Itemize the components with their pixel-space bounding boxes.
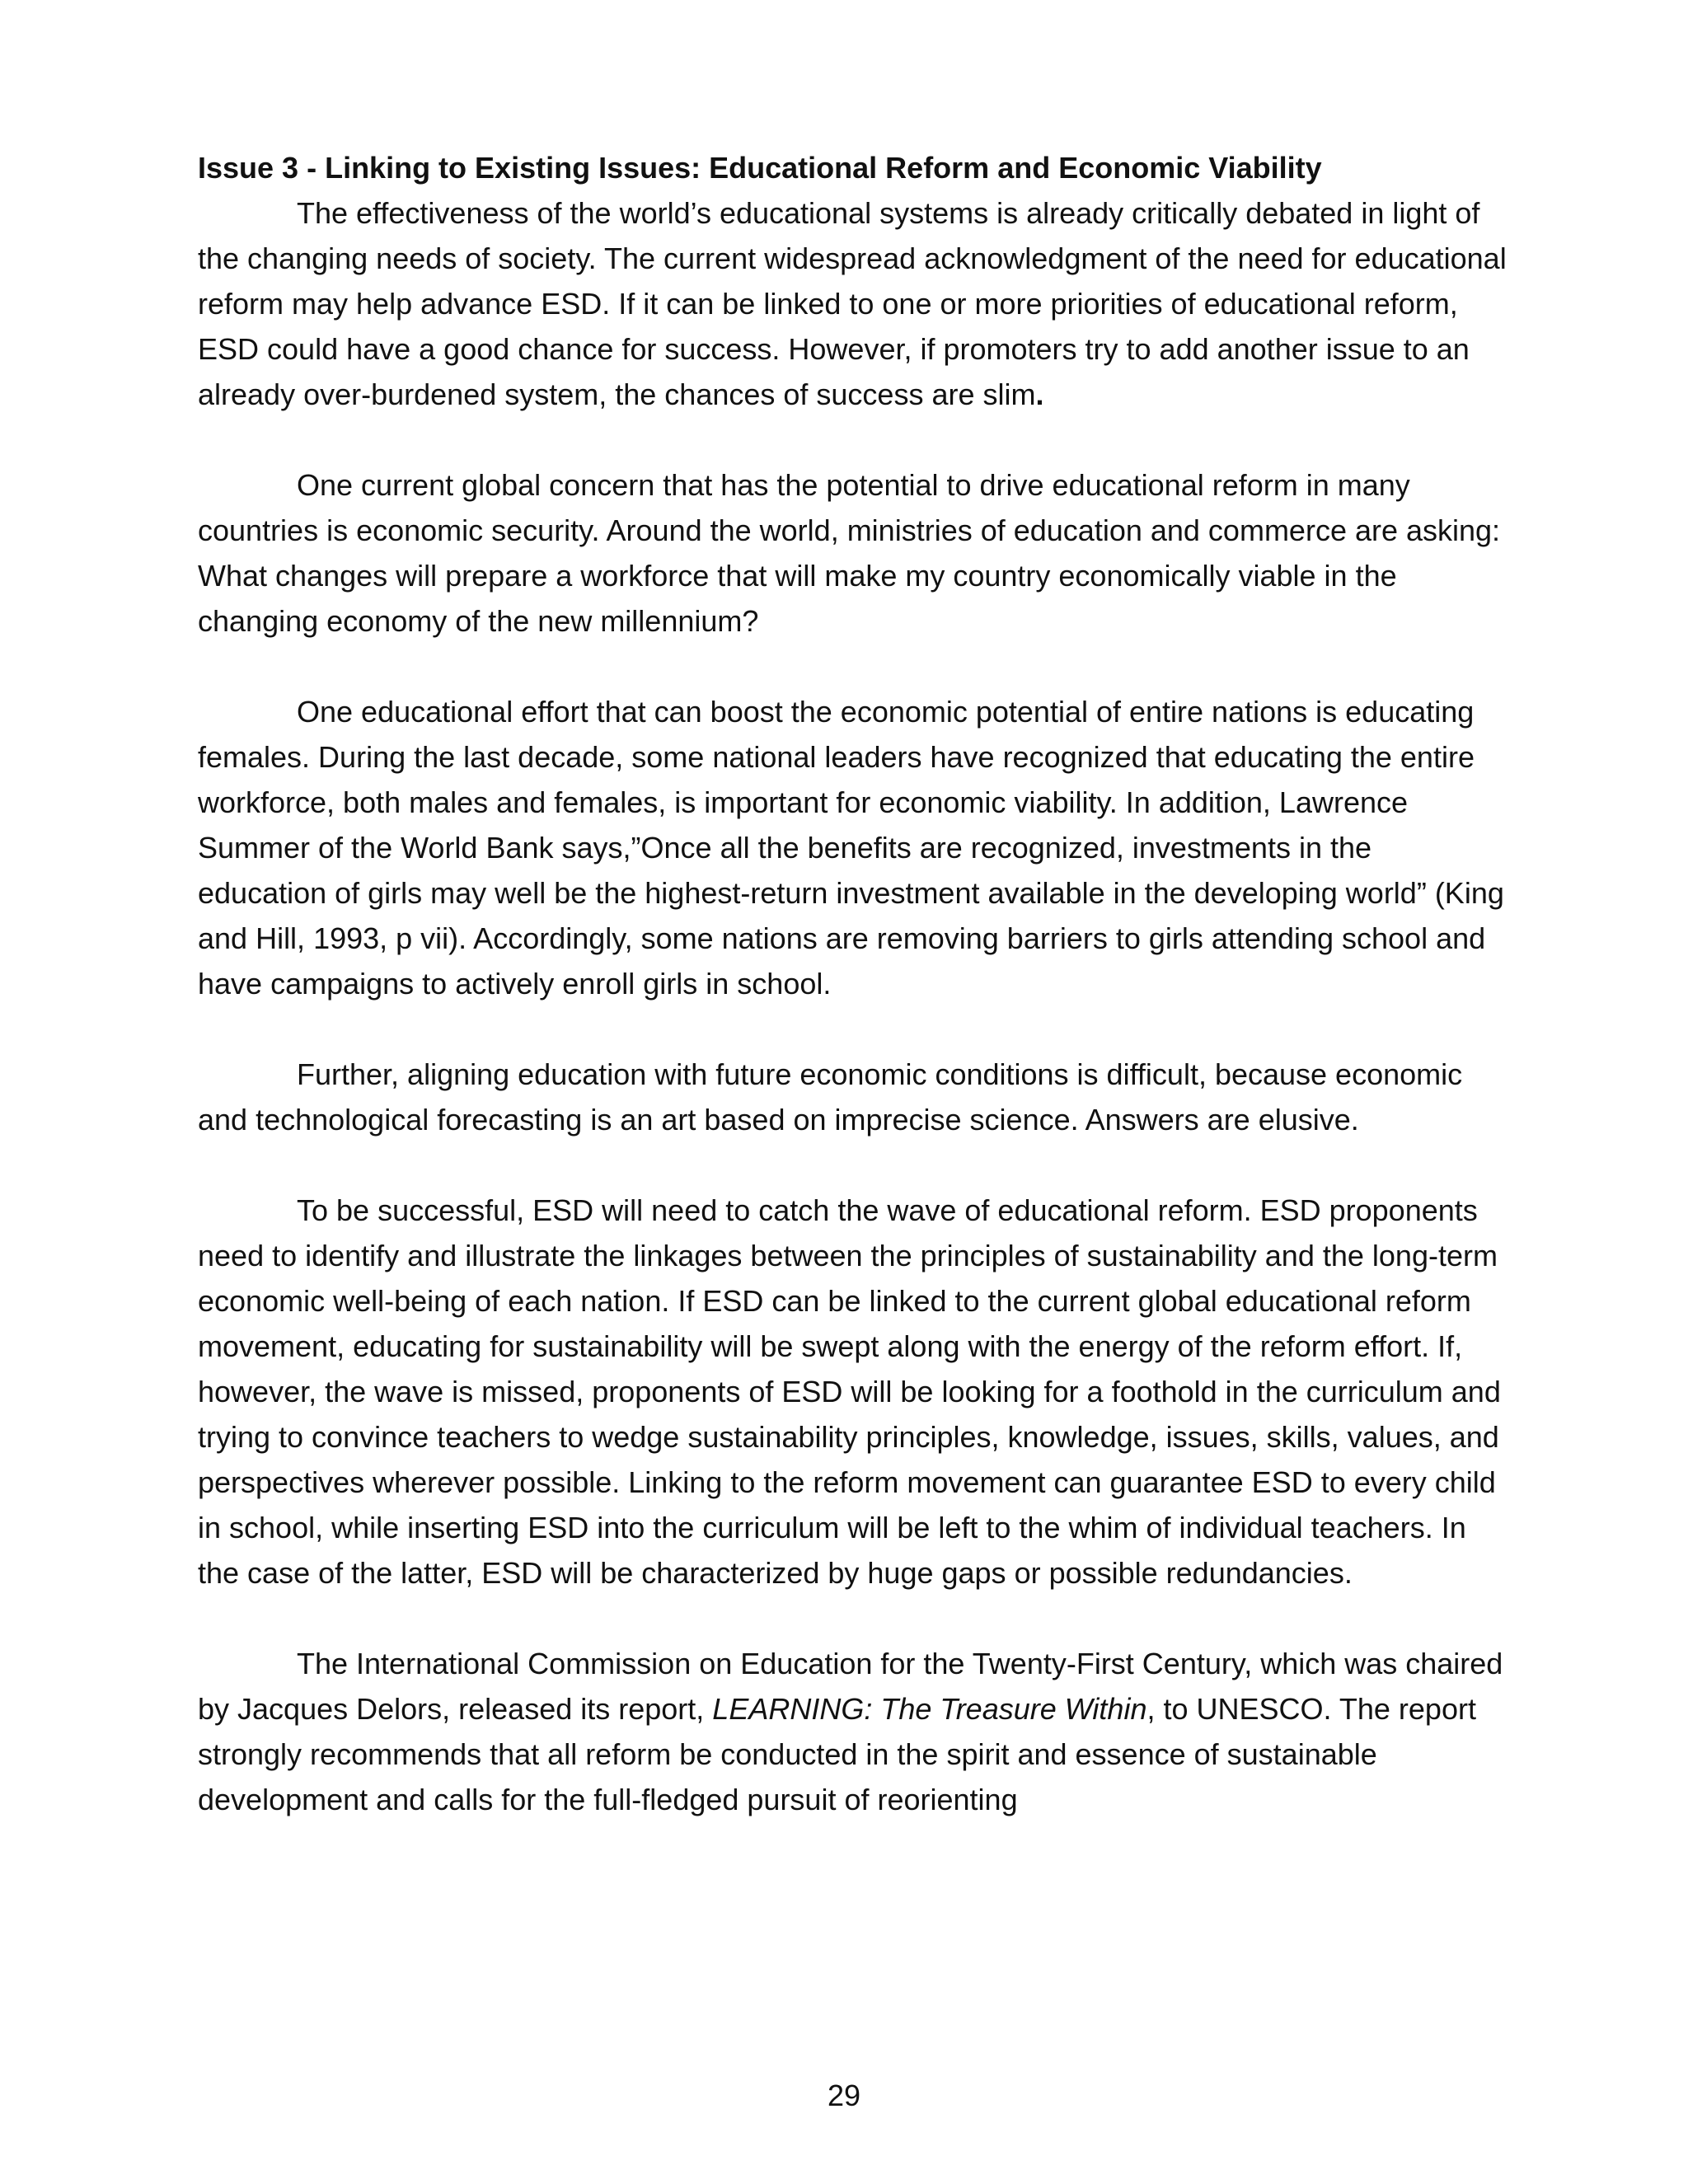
paragraph-educating-females: One educational effort that can boost the economic potential of entire nations is educating females. During the last decade, some national leaders have recognized that educating the entire workforce, both males and females, is important for economic viability. In addition, Lawrence Summer of the World Bank says,”Once all the benefits are recognized, investments in the education of girls may well be the highest-return investment available in the developing world” (King and Hill, 1993, p vii). Accordingly, some nations are removing barriers to girls attending school and have campaigns to actively enroll girls in school. bbox=[198, 695, 1504, 1001]
paragraph-forecasting: Further, aligning education with future economic conditions is difficult, because economic and technological forecasting is an art based on imprecise science. Answers are elusive. bbox=[198, 1057, 1463, 1137]
report-title: LEARNING: The Treasure Within bbox=[712, 1692, 1147, 1726]
paragraph-text-after: , to UNESCO. The report strongly recommends that all reform be conducted in the spirit and essence of sustainable development and calls for the full-fledged pursuit of reorienting bbox=[198, 1692, 1476, 1816]
paragraph-text-before: The International Commission on Education for the Twenty-First Century, which was chaired by Jacques Delors, released its report, bbox=[198, 1647, 1503, 1726]
paragraph-catch-the-wave: To be successful, ESD will need to catch the wave of educational reform. ESD proponents need to identify and illustrate the linkages between the principles of sustainability and the long-term economic well-being of each nation. If ESD can be linked to the current global educational reform movement, educating for sustainability will be swept along with the energy of the reform effort. If, however, the wave is missed, proponents of ESD will be looking for a foothold in the curriculum and trying to convince teachers to wedge sustainability principles, knowledge, issues, skills, values, and perspectives wherever possible. Linking to the reform movement can guarantee ESD to every child in school, while inserting ESD into the curriculum will be left to the whim of individual teachers. In the case of the latter, ESD will be characterized by huge gaps or possible redundancies. bbox=[198, 1193, 1501, 1590]
paragraph-educational-reform bbox=[198, 190, 1508, 417]
paragraph-economic-security: One current global concern that has the potential to drive educational reform in many countries is economic security. Around the world, ministries of education and commerce are asking: What changes will prepare a workforce that will make my country economically viable in the changing economy of the new millennium? bbox=[198, 468, 1501, 638]
page-body bbox=[198, 145, 1508, 1822]
bold-period: . bbox=[1035, 377, 1044, 411]
section-heading: Issue 3 - Linking to Existing Issues: Educational Reform and Economic Viability bbox=[198, 151, 1322, 185]
paragraph-text: The effectiveness of the world’s educational systems is already critically debated in light of the changing needs of society. The current widespread acknowledgment of the need for educational reform may help advance ESD. If it can be linked to one or more priorities of educational reform, ESD could have a good chance for success. However, if promoters try to add another issue to an already over-burdened system, the chances of success are slim bbox=[198, 196, 1507, 411]
page-number: 29 bbox=[827, 2079, 861, 2112]
paragraph-delors-commission bbox=[198, 1641, 1508, 1822]
